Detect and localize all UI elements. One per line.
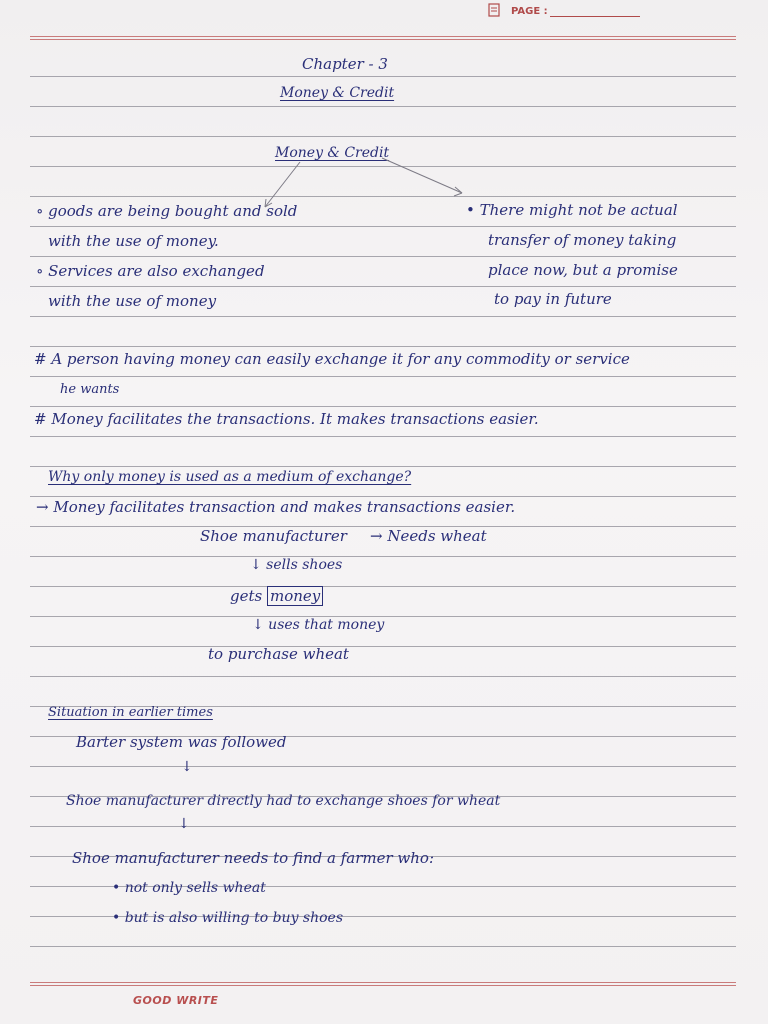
- diagram-center-label: Money & Credit: [275, 145, 390, 161]
- direct-exchange-line: Shoe manufacturer directly had to exchange shoes for wheat: [66, 793, 501, 809]
- right-point-line: place now, but a promise: [488, 261, 678, 279]
- flow-gets: gets money: [230, 587, 323, 605]
- statement-line: # A person having money can easily exchange it for any commodity or service: [34, 350, 630, 368]
- right-branch-arrow: [382, 158, 462, 193]
- flow-uses: ↓ uses that money: [252, 617, 385, 633]
- left-point-line: with the use of money: [48, 292, 217, 310]
- down-arrow: ↓: [178, 816, 190, 832]
- page-number-label: PAGE :: [511, 6, 548, 17]
- chapter-subtitle: Money & Credit: [280, 85, 395, 101]
- needs-find-line: Shoe manufacturer needs to find a farmer who:: [72, 849, 435, 867]
- condition-bullet: • not only sells wheat: [112, 880, 266, 896]
- statement-line: # Money facilitates the transactions. It makes transactions easier.: [34, 410, 539, 428]
- earlier-heading: Situation in earlier times: [48, 705, 213, 720]
- question-answer: → Money facilitates transaction and makes transactions easier.: [36, 498, 516, 516]
- condition-bullet: • but is also willing to buy shoes: [112, 910, 344, 926]
- flow-manufacturer: Shoe manufacturer: [200, 527, 347, 545]
- left-point-line: with the use of money.: [48, 232, 219, 250]
- left-point-line: ∘ Services are also exchanged: [36, 262, 265, 280]
- statement-line: he wants: [60, 382, 120, 397]
- left-point-line: ∘ goods are being bought and sold: [36, 202, 298, 220]
- chapter-title: Chapter - 3: [302, 55, 388, 73]
- money-box: money: [267, 586, 323, 606]
- down-arrow: ↓: [181, 759, 193, 775]
- barter-line: Barter system was followed: [76, 733, 287, 751]
- left-branch-arrow: [265, 162, 300, 207]
- right-point-line: to pay in future: [494, 290, 612, 308]
- right-point-line: • There might not be actual: [466, 201, 678, 219]
- question-heading: Why only money is used as a medium of exchange?: [48, 469, 412, 485]
- flow-needs: → Needs wheat: [370, 527, 487, 545]
- flow-purchase: to purchase wheat: [208, 645, 349, 663]
- brand-logo: GOOD WRITE: [133, 994, 219, 1007]
- flow-sells: ↓ sells shoes: [250, 557, 343, 573]
- right-point-line: transfer of money taking: [488, 231, 677, 249]
